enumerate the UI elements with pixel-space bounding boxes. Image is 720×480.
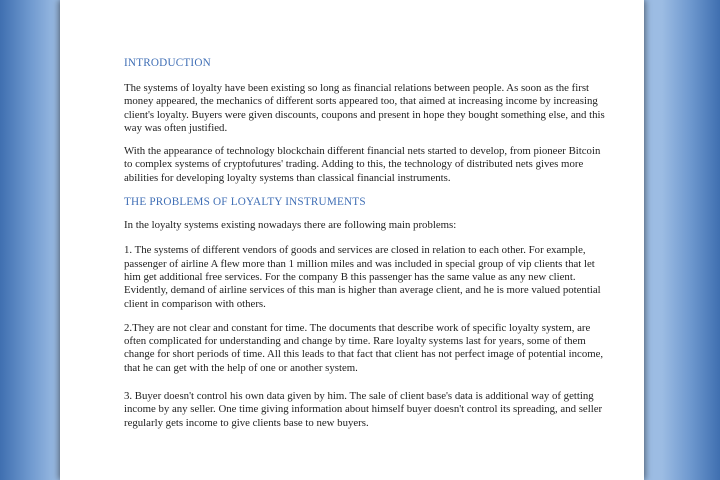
document-page xyxy=(60,0,644,480)
paragraph: 1. The systems of different vendors of goods and services are closed in relation to each other. For example, passenger of airline A flew more than 1 million miles and was included in special group of vip clients that let him get additional free services. For the company B this passenger has the same value as any new client. Evidently, demand of airline services of this man is higher than average client, and he is more valued potential client in comparison with others. xyxy=(124,244,601,310)
section-heading-introduction: INTRODUCTION xyxy=(124,57,211,69)
paragraph: 2.They are not clear and constant for time. The documents that describe work of specific loyalty system, are often complicated for understanding and change by time. Rare loyalty systems last for years, some of them change for short periods of time. All this leads to that fact that client has not perfect image of potential income, that he can get with the help of one or another system. xyxy=(124,321,604,374)
paragraph: With the appearance of technology blockchain different financial nets started to develop, from pioneer Bitcoin to complex systems of cryptofutures' trading. Adding to this, the technology of distributed nets gives more abilities for developing loyalty systems than classical financial instruments. xyxy=(124,145,601,184)
section-heading-problems: THE PROBLEMS OF LOYALTY INSTRUMENTS xyxy=(124,196,366,209)
paragraph: In the loyalty systems existing nowadays there are following main problems: xyxy=(124,219,457,232)
paragraph: 3. Buyer doesn't control his own data given by him. The sale of client base's data is additional way of getting income by any seller. One time giving information about himself buyer doesn't control its spreading, and seller regularly gets income to give clients base to new buyers. xyxy=(124,390,603,429)
paragraph: The systems of loyalty have been existing so long as financial relations between people. As soon as the first money appeared, the mechanics of different sorts appeared too, that aimed at increasing income by increasing client's loyalty. Buyers were given discounts, coupons and present in hope they bought something else, and this way was often justified. xyxy=(124,82,605,134)
document-body xyxy=(124,56,610,430)
